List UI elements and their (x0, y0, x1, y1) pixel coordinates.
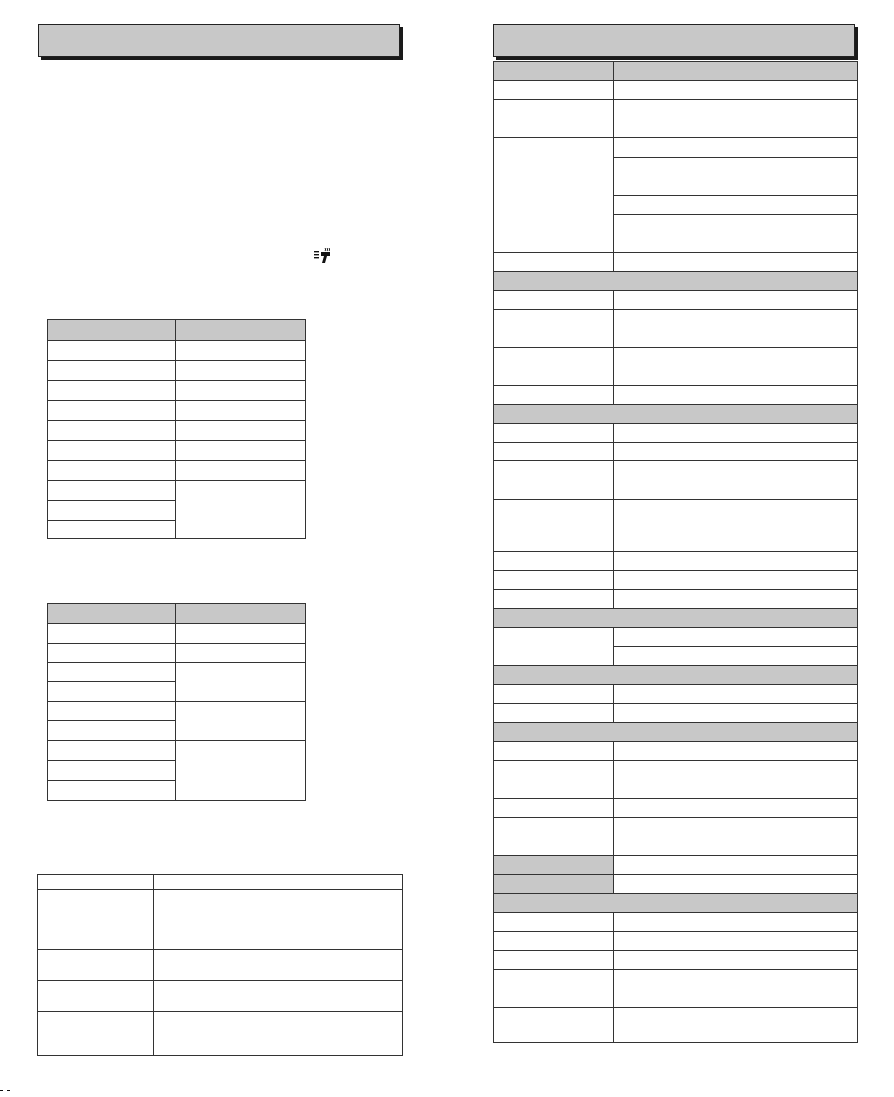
table-row (48, 721, 176, 741)
crop-mark (7, 1090, 10, 1091)
table-b-header-2 (176, 604, 306, 624)
table-cell-merged (176, 663, 306, 702)
table-a (47, 319, 306, 539)
table-cell (614, 81, 858, 100)
table-cell (614, 875, 858, 894)
spec-section-header (494, 405, 858, 424)
table-cell (176, 421, 306, 441)
table-row (48, 781, 176, 801)
table-a-header-2 (176, 320, 306, 341)
table-row-shaded (494, 856, 614, 875)
table-cell (614, 628, 858, 647)
table-cell (154, 890, 403, 950)
table-row (494, 970, 614, 1008)
table-row (48, 521, 176, 539)
table-row (48, 341, 176, 361)
table-row (48, 682, 176, 702)
table-row (494, 443, 614, 461)
table-cell (614, 799, 858, 818)
spec-table (493, 61, 858, 1043)
table-cell (176, 461, 306, 481)
table-cell (614, 310, 858, 348)
table-row (494, 291, 614, 310)
table-cell (176, 401, 306, 421)
table-cell (614, 215, 858, 253)
table-cell (614, 552, 858, 571)
table-row (48, 381, 176, 401)
table-row (494, 1008, 614, 1043)
spray-gun-icon (314, 248, 332, 264)
table-row (494, 138, 614, 253)
table-cell (176, 624, 306, 644)
table-row (494, 818, 614, 856)
table-row (494, 761, 614, 799)
table-cell-merged (176, 702, 306, 741)
table-row (48, 663, 176, 682)
table-row (494, 424, 614, 443)
table-cell (614, 500, 858, 552)
table-cell (614, 424, 858, 443)
left-section-header (38, 24, 400, 57)
table-row (494, 932, 614, 951)
table-row (494, 571, 614, 590)
table-cell (614, 348, 858, 386)
table-cell (614, 685, 858, 704)
table-row (48, 741, 176, 761)
table-row (38, 875, 154, 890)
table-row (48, 501, 176, 521)
table-row-shaded (494, 875, 614, 894)
table-cell (614, 253, 858, 272)
table-cell (154, 1012, 403, 1056)
table-row (494, 461, 614, 500)
table-cell (614, 818, 858, 856)
table-row (494, 552, 614, 571)
table-cell (614, 196, 858, 215)
spec-section-header (494, 666, 858, 685)
table-row (494, 386, 614, 405)
table-cell (614, 951, 858, 970)
spec-header-left (494, 62, 614, 81)
table-cell (614, 590, 858, 609)
table-cell (614, 932, 858, 951)
table-row (48, 461, 176, 481)
spec-section-header (494, 272, 858, 291)
table-row (494, 253, 614, 272)
table-row (38, 1012, 154, 1056)
table-cell (614, 443, 858, 461)
spec-section-header (494, 609, 858, 628)
table-row (48, 644, 176, 663)
table-cell (614, 386, 858, 405)
table-cell (614, 704, 858, 723)
crop-mark (0, 1090, 3, 1091)
table-cell (614, 856, 858, 875)
table-cell-merged (176, 481, 306, 539)
table-a-header-1 (48, 320, 176, 341)
table-row (494, 81, 614, 100)
spec-section-header (494, 723, 858, 742)
table-cell (614, 1008, 858, 1043)
table-cell (154, 981, 403, 1012)
table-row (494, 704, 614, 723)
table-row (48, 401, 176, 421)
table-row (38, 981, 154, 1012)
table-cell (614, 461, 858, 500)
table-row (48, 481, 176, 501)
table-row (48, 441, 176, 461)
table-row (48, 624, 176, 644)
table-cell (614, 158, 858, 196)
table-row (494, 913, 614, 932)
table-cell (176, 441, 306, 461)
table-cell (176, 361, 306, 381)
table-row (494, 799, 614, 818)
table-row (494, 500, 614, 552)
table-cell (614, 742, 858, 761)
table-cell (176, 381, 306, 401)
table-b (47, 603, 306, 801)
table-row (38, 950, 154, 981)
table-row (48, 761, 176, 781)
right-section-header (493, 24, 855, 57)
table-cell (614, 970, 858, 1008)
table-b-header-1 (48, 604, 176, 624)
table-cell (614, 571, 858, 590)
table-row (494, 951, 614, 970)
table-c (37, 874, 403, 1056)
table-row (494, 628, 614, 666)
table-cell (614, 913, 858, 932)
table-cell (614, 100, 858, 138)
table-row (494, 590, 614, 609)
spec-header-right (614, 62, 858, 81)
table-cell (176, 644, 306, 663)
table-cell (614, 647, 858, 666)
table-row (494, 685, 614, 704)
table-cell (614, 291, 858, 310)
table-row (48, 421, 176, 441)
table-cell (614, 761, 858, 799)
table-cell (176, 341, 306, 361)
table-cell (154, 875, 403, 890)
table-row (48, 702, 176, 721)
table-row (494, 348, 614, 386)
table-row (494, 742, 614, 761)
table-row (494, 310, 614, 348)
table-row (38, 890, 154, 950)
table-cell (614, 138, 858, 158)
table-cell (154, 950, 403, 981)
table-row (48, 361, 176, 381)
spec-section-header (494, 894, 858, 913)
table-row (494, 100, 614, 138)
table-cell-merged (176, 741, 306, 801)
